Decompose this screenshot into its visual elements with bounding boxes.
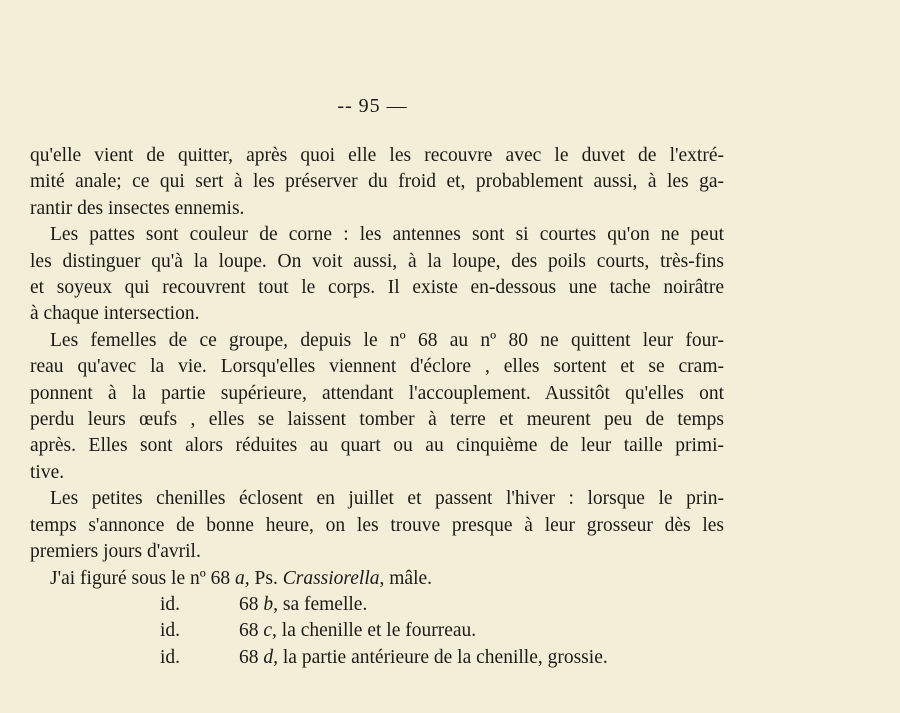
text-line: qu'elle vient de quitter, après quoi elle les recouvre avec le duvet de l'extré- — [30, 145, 724, 166]
figure-item-description: la chenille et le fourreau. — [276, 620, 477, 642]
figure-list — [30, 592, 724, 671]
figure-intro-middle: Ps. — [249, 567, 283, 589]
figure-item-letter: d, — [263, 646, 278, 668]
figure-intro-letter: a, — [235, 567, 250, 589]
figure-item-letter: c, — [263, 620, 277, 642]
figure-item-text — [239, 645, 608, 671]
text-line: reau qu'avec la vie. Lorsqu'elles viennent d'éclore , elles sortent et se cram- — [30, 356, 724, 378]
text-line: tive. — [30, 461, 65, 483]
figure-intro — [30, 566, 724, 592]
text-line: ponnent à la partie supérieure, attendant l'accouplement. Aussitôt qu'elles ont — [30, 382, 724, 404]
figure-item-text — [239, 592, 367, 618]
text-line: perdu leurs œufs , elles se laissent tomber à terre et meurent peu de temps — [30, 409, 724, 431]
text-line: Les pattes sont couleur de corne : les antennes sont si courtes qu'on ne peut — [50, 224, 724, 246]
text-line: premiers jours d'avril. — [30, 541, 201, 563]
figure-item-number: 68 — [239, 646, 264, 668]
figure-item-id: id. — [160, 620, 181, 642]
text-line: et soyeux qui recouvrent tout le corps. Il existe en-dessous une tache noirâtre — [30, 277, 724, 299]
text-line: Les petites chenilles éclosent en juillet et passent l'hiver : lorsque le prin- — [50, 488, 724, 510]
figure-item-number: 68 — [239, 593, 264, 615]
text-line: les distinguer qu'à la loupe. On voit aussi, à la loupe, des poils courts, très-fins — [30, 250, 724, 272]
figure-item — [30, 645, 724, 671]
figure-item-number: 68 — [239, 620, 264, 642]
figure-item-letter: b, — [263, 593, 278, 615]
figure-item-description: la partie antérieure de la chenille, grossie. — [278, 646, 608, 668]
page-number: -- 95 — — [337, 95, 408, 117]
paragraphs — [30, 143, 724, 566]
text-line: mité anale; ce qui sert à les préserver du froid et, probablement aussi, à les ga- — [30, 171, 724, 193]
figure-item-text — [239, 618, 476, 644]
figure-item-id: id. — [160, 646, 181, 668]
figure-intro-before: J'ai figuré sous le nº 68 — [50, 567, 236, 589]
text-line: après. Elles sont alors réduites au quart ou au cinquième de leur taille primi- — [30, 435, 724, 457]
body-text — [30, 143, 724, 671]
figure-item — [30, 618, 724, 644]
figure-intro-after: , mâle. — [379, 567, 433, 589]
text-line: à chaque intersection. — [30, 303, 200, 325]
text-line: rantir des insectes ennemis. — [30, 197, 245, 219]
figure-item-description: sa femelle. — [278, 593, 368, 615]
figure-item-id: id. — [160, 593, 181, 615]
figure-intro-species: Crassiorella — [282, 567, 380, 589]
figure-item — [30, 592, 724, 618]
text-line: temps s'annonce de bonne heure, on les trouve presque à leur grosseur dès les — [30, 514, 724, 536]
text-line: Les femelles de ce groupe, depuis le nº 68 au nº 80 ne quittent leur four- — [50, 329, 724, 351]
